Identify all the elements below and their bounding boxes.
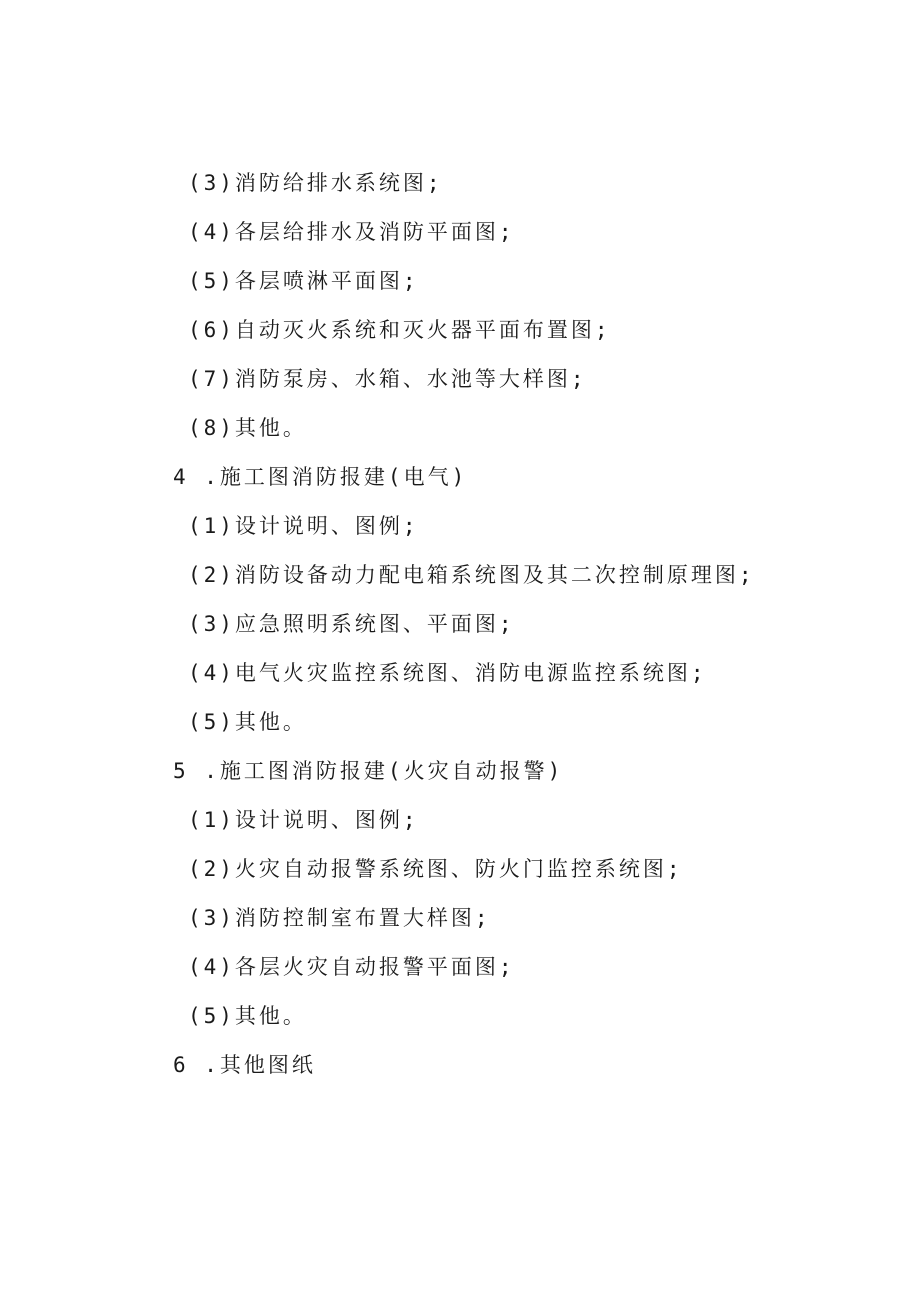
list-item: (1)设计说明、图例; [188,514,419,538]
list-item: (1)设计说明、图例; [188,808,419,832]
section-heading: 4 .施工图消防报建(电气) [173,465,468,489]
list-item: (5)其他。 [188,710,307,734]
list-item: (5)各层喷淋平面图; [188,269,419,293]
list-item: (5)其他。 [188,1004,307,1028]
section-heading: 6 .其他图纸 [173,1053,316,1077]
list-item: (4)各层给排水及消防平面图; [188,220,515,244]
list-item: (2)消防设备动力配电箱系统图及其二次控制原理图; [188,563,755,587]
list-item: (8)其他。 [188,416,307,440]
section-heading: 5 .施工图消防报建(火灾自动报警) [173,759,564,783]
list-item: (6)自动灭火系统和灭火器平面布置图; [188,318,611,342]
list-item: (7)消防泵房、水箱、水池等大样图; [188,367,587,391]
list-item: (2)火灾自动报警系统图、防火门监控系统图; [188,857,683,881]
list-item: (3)消防控制室布置大样图; [188,906,491,930]
list-item: (4)各层火灾自动报警平面图; [188,955,515,979]
list-item: (4)电气火灾监控系统图、消防电源监控系统图; [188,661,707,685]
list-item: (3)应急照明系统图、平面图; [188,612,515,636]
list-item: (3)消防给排水系统图; [188,171,443,195]
